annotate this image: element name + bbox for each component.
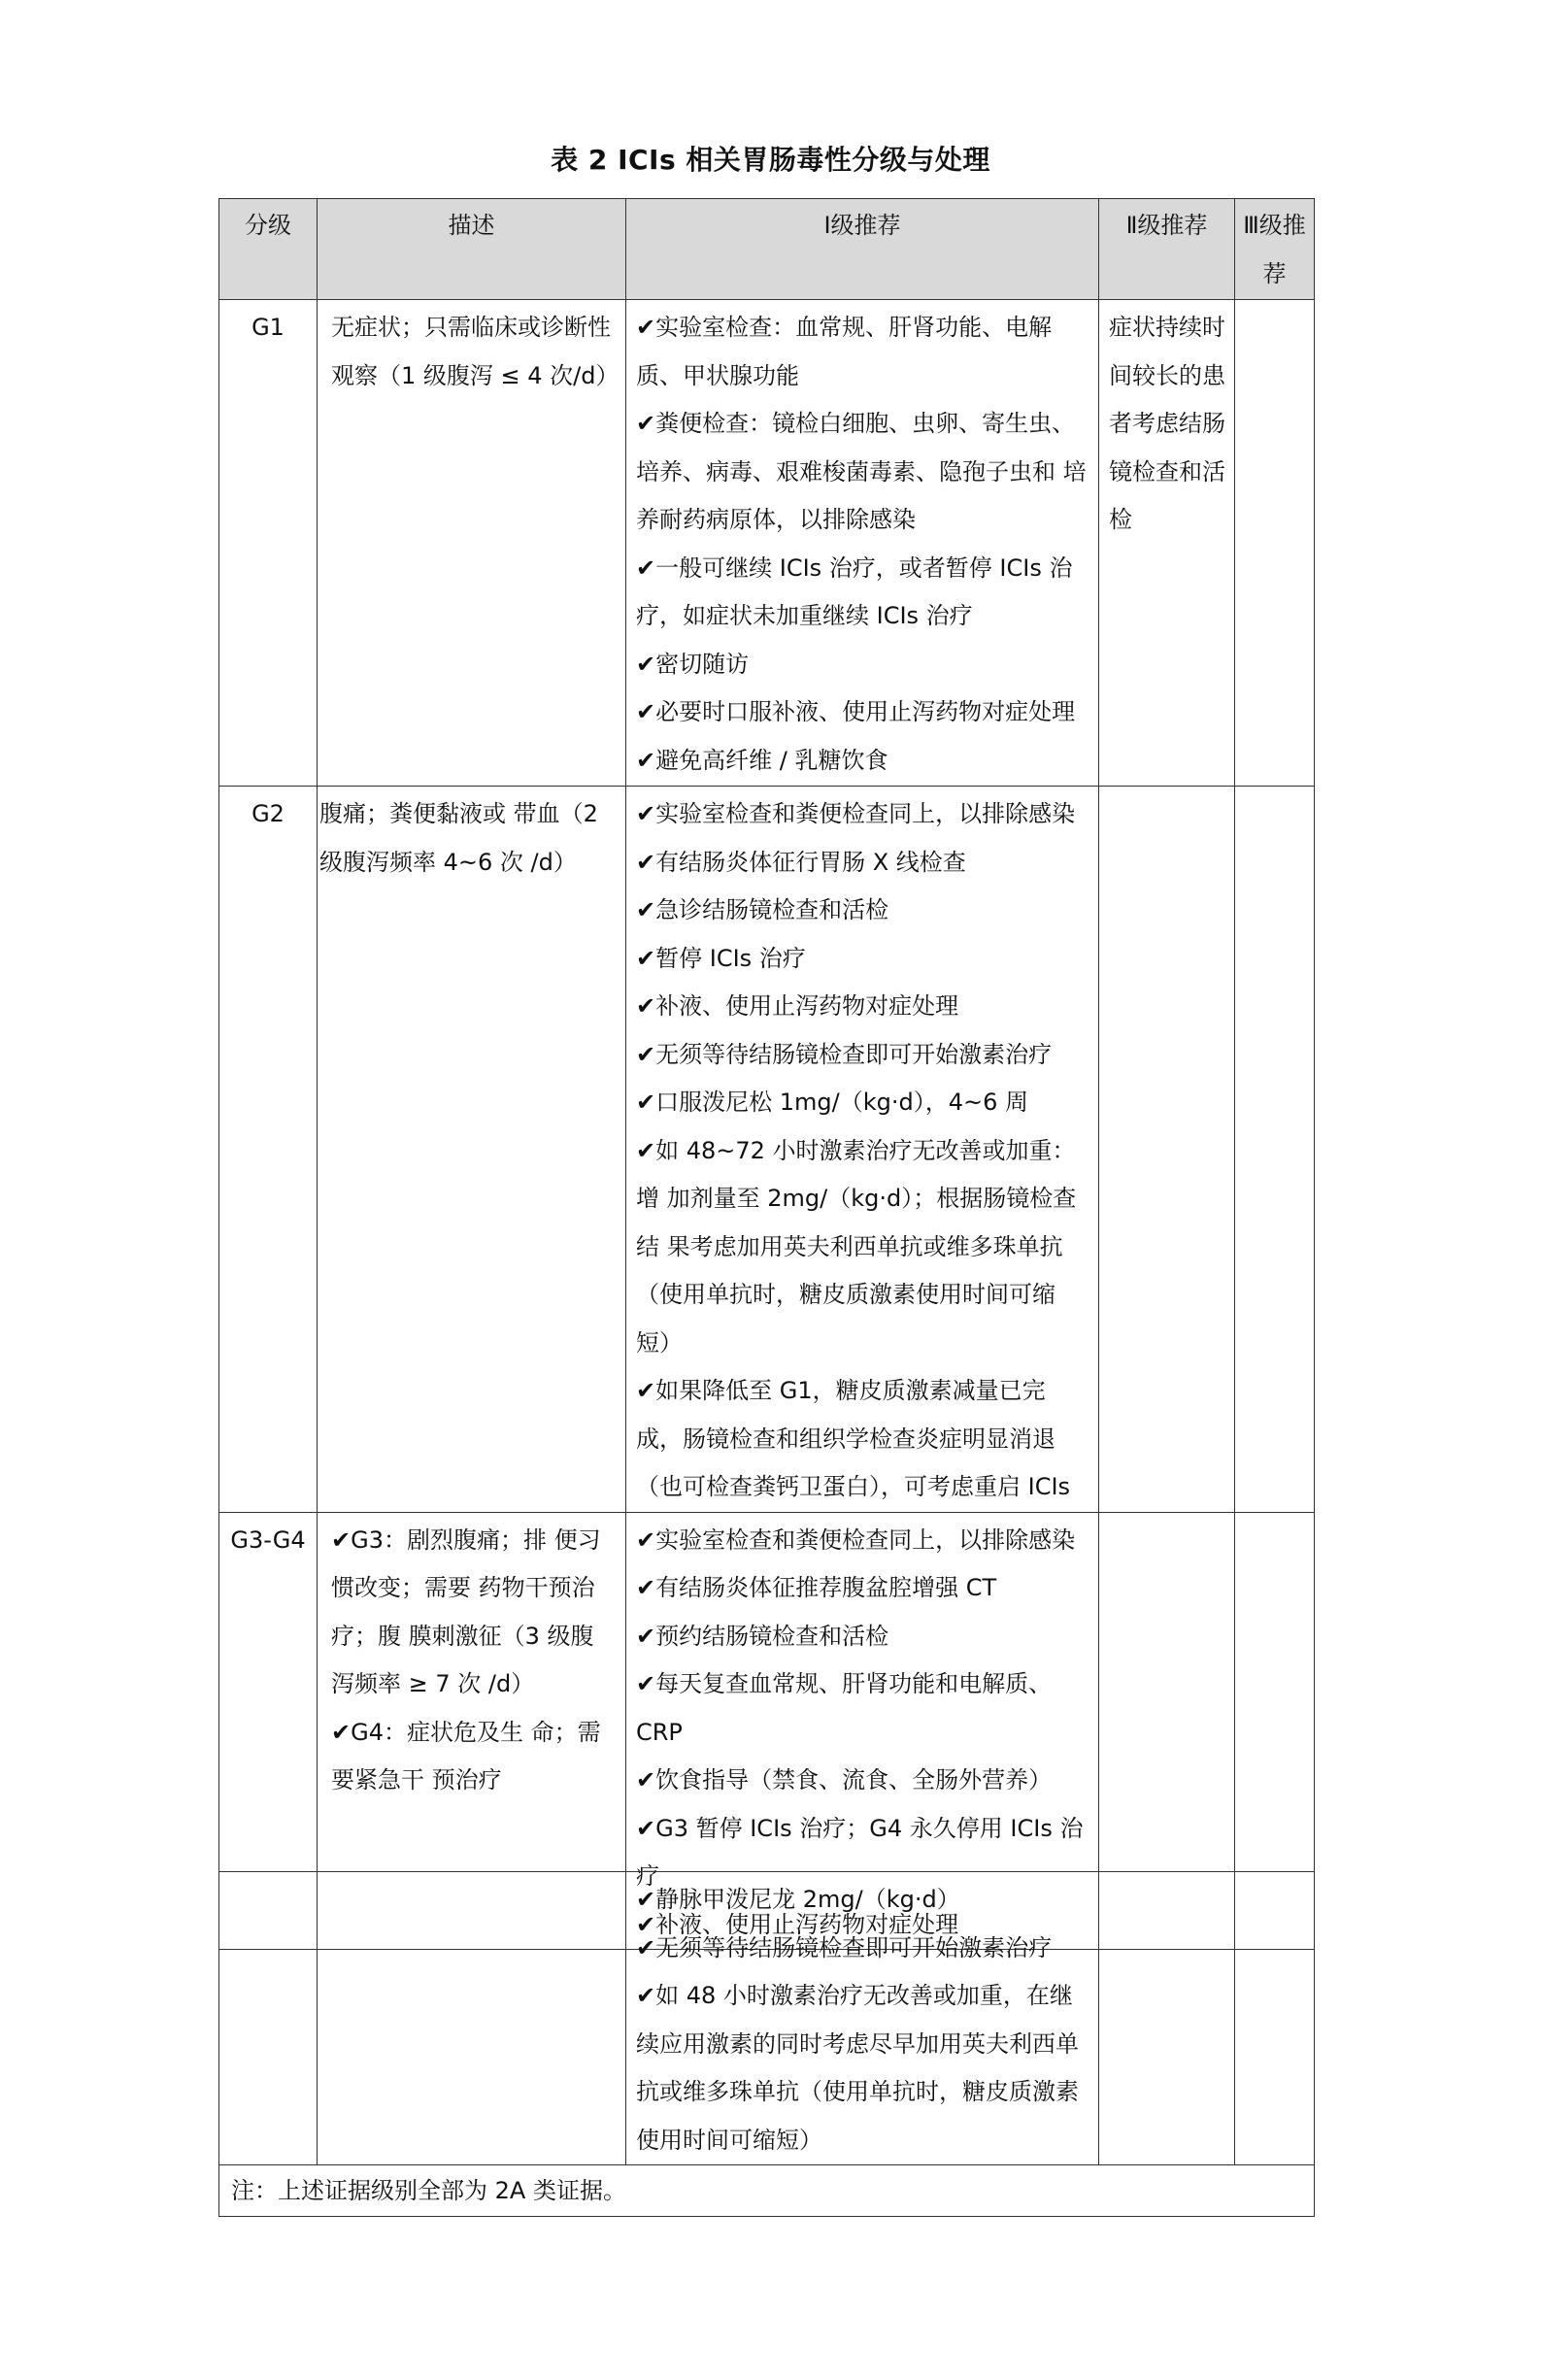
list-item: ✔如 48 小时激素治疗无改善或加重，在继续应用激素的同时考虑尽早加用英夫利西单抗或维多珠单抗（使用单抗时，糖皮质激素使用时间可缩短） (636, 1982, 1079, 2154)
header-level2: Ⅱ级推荐 (1099, 199, 1235, 300)
level3-cell (1235, 787, 1315, 1513)
list-item: ✔急诊结肠镜检查和活检 (636, 896, 889, 923)
list-item: ✔预约结肠镜检查和活检 (636, 1622, 889, 1650)
list-item: ✔必要时口服补液、使用止泻药物对症处理 (636, 698, 1076, 725)
list-item: ✔补液、使用止泻药物对症处理 (636, 1910, 959, 1938)
list-item: ✔静脉甲泼尼龙 2mg/（kg·d） (636, 1886, 960, 1913)
list-item: ✔粪便检查：镜检白细胞、虫卵、寄生虫、培养、病毒、艰难梭菌毒素、隐孢子虫和 培养耐药病原体，以排除感染 (636, 410, 1087, 533)
table-row-g2 (219, 787, 1315, 1513)
header-grade: 分级 (219, 199, 318, 300)
level2-cell: 症状持续时间较长的患者考虑结肠镜检查和活检 (1099, 300, 1235, 787)
toxicity-table (218, 198, 1315, 1950)
toxicity-table-continued (218, 1871, 1315, 2217)
header-level1: Ⅰ级推荐 (626, 199, 1099, 300)
description-cell: 无症状；只需临床或诊断性观察（1 级腹泻 ≤ 4 次/d） (318, 300, 626, 787)
list-item: ✔暂停 ICIs 治疗 (636, 944, 806, 972)
list-item: ✔一般可继续 ICIs 治疗，或者暂停 ICIs 治疗，如症状未加重继续 ICIs 治疗 (636, 553, 1073, 629)
level1-cell (626, 300, 1099, 787)
list-item: ✔无须等待结肠镜检查即可开始激素治疗 (636, 1040, 1053, 1068)
table-row-g1 (219, 300, 1315, 787)
level2-cell (1099, 1872, 1235, 2165)
list-item: ✔有结肠炎体征推荐腹盆腔增强 CT (636, 1574, 997, 1601)
level3-cell (1235, 300, 1315, 787)
list-item: ✔如 48~72 小时激素治疗无改善或加重：增 加剂量至 2mg/（kg·d）；根据肠镜检查结 果考虑加用英夫利西单抗或维多珠单抗（使用单抗时，糖皮质激素使用时间可缩短） (636, 1136, 1077, 1357)
header-row (219, 199, 1315, 300)
list-item: ✔补液、使用止泻药物对症处理 (636, 992, 959, 1020)
grade-cell: G3-G4 (219, 1512, 318, 1950)
level3-cell (1235, 1872, 1315, 2165)
level1-cell (626, 1872, 1099, 2165)
list-item: ✔如果降低至 G1，糖皮质激素减量已完成，肠镜检查和组织学检查炎症明显消退（也可检查粪钙卫蛋白），可考虑重启 ICIs (636, 1377, 1071, 1500)
grade-cell: G2 (219, 787, 318, 1513)
level1-cell (626, 787, 1099, 1513)
list-item: ✔实验室检查和粪便检查同上，以排除感染 (636, 1525, 1076, 1554)
list-item: ✔G4：症状危及生 命；需要紧急干 预治疗 (331, 1718, 601, 1793)
table-note: 注：上述证据级别全部为 2A 类证据。 (219, 2165, 1315, 2217)
header-level3: Ⅲ级推荐 (1235, 199, 1315, 300)
description-cell (318, 1872, 626, 2165)
list-item: ✔G3 暂停 ICIs 治疗；G4 永久停用 ICIs 治疗 (636, 1814, 1084, 1890)
grade-cell: G1 (219, 300, 318, 787)
list-item: ✔G3：剧烈腹痛；排 便习惯改变；需要 药物干预治疗；腹 膜刺激征（3 级腹泻频率 ≥ 7 次 /d） (331, 1525, 601, 1697)
list-item: ✔实验室检查：血常规、肝肾功能、电解质、甲状腺功能 (636, 314, 1053, 389)
list-item: ✔每天复查血常规、肝肾功能和电解质、CRP (636, 1670, 1053, 1746)
table-title: 表 2 ICIs 相关胃肠毒性分级与处理 (551, 144, 990, 176)
header-description: 描述 (318, 199, 626, 300)
table-row-g3-g4-continued (219, 1872, 1315, 2165)
list-item: ✔无须等待结肠镜检查即可开始激素治疗 (636, 1933, 1053, 1961)
list-item: ✔实验室检查和粪便检查同上，以排除感染 (636, 800, 1076, 827)
grade-cell (219, 1872, 318, 2165)
list-item: ✔密切随访 (636, 650, 750, 678)
description-cell: 腹痛；粪便黏液或 带血（2 级腹泻频率 4~6 次 /d） (318, 787, 626, 1513)
level2-cell (1099, 787, 1235, 1513)
list-item: ✔有结肠炎体征行胃肠 X 线检查 (636, 848, 966, 876)
list-item: ✔口服泼尼松 1mg/（kg·d），4~6 周 (636, 1089, 1028, 1116)
list-item: ✔饮食指导（禁食、流食、全肠外营养） (636, 1766, 1053, 1793)
note-row (219, 2165, 1315, 2217)
list-item: ✔避免高纤维 / 乳糖饮食 (636, 746, 888, 774)
